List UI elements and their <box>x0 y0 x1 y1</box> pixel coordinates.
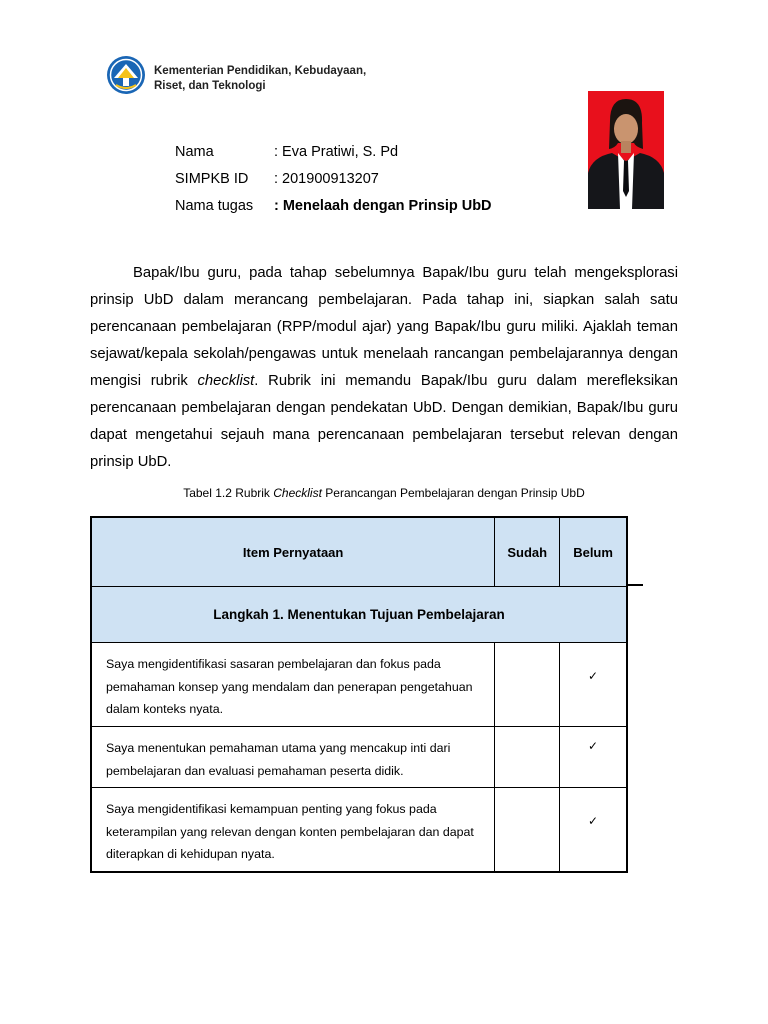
ministry-logo <box>106 54 146 96</box>
caption-italic: Checklist <box>273 486 322 500</box>
ministry-line-1: Kementerian Pendidikan, Kebudayaan, <box>154 65 367 77</box>
intro-text-1: Bapak/Ibu guru, pada tahap sebelumnya Bapak/Ibu guru telah mengeksplorasi prinsip UbD dalam merancang pembelajaran. Pada tahap ini, siapkan salah satu perencanaan pembelajaran (RPP/modul ajar) yang Bapak/Ibu guru miliki. Ajaklah teman sejawat/kepala sekolah/pengawas untuk menelaah rancangan pembelajarannya dengan mengisi rubrik <box>90 265 678 389</box>
table-row <box>91 788 627 872</box>
row-sudah-cell[interactable] <box>495 643 560 727</box>
row-statement: Saya mengidentifikasi sasaran pembelajaran dan fokus pada pemahaman konsep yang mendalam dan penerapan pengetahuan dalam konteks nyata. <box>91 643 495 727</box>
name-value: : Eva Pratiwi, S. Pd <box>274 143 399 160</box>
person-portrait-icon <box>588 91 664 209</box>
header-belum: Belum <box>560 517 627 587</box>
simpkb-row <box>175 165 492 192</box>
row-belum-cell[interactable]: ✓ <box>560 643 627 727</box>
name-row <box>175 138 492 165</box>
table-divider-extension <box>628 584 643 586</box>
step-row <box>91 587 627 643</box>
profile-photo <box>588 91 664 209</box>
rubric-table <box>90 516 628 873</box>
intro-paragraph <box>90 260 678 476</box>
ministry-name <box>154 64 366 94</box>
table-header-row <box>91 517 627 587</box>
row-belum-cell[interactable]: ✓ <box>560 788 627 872</box>
name-label: Nama <box>175 143 214 160</box>
row-sudah-cell[interactable] <box>495 788 560 872</box>
ministry-line-2: Riset, dan Teknologi <box>154 80 266 92</box>
row-statement: Saya menentukan pemahaman utama yang mencakup inti dari pembelajaran dan evaluasi pemahaman peserta didik. <box>91 727 495 788</box>
intro-text-2: . Rubrik ini memandu Bapak/Ibu guru dalam merefleksikan perencanaan pembelajaran dengan pendekatan UbD. Dengan demikian, Bapak/Ibu guru dapat mengetahui sejauh mana perencanaan pembelajaran tersebut relevan dengan prinsip UbD. <box>90 373 678 470</box>
identity-block <box>175 138 492 219</box>
table-caption <box>90 486 678 500</box>
row-sudah-cell[interactable] <box>495 727 560 788</box>
table-row <box>91 643 627 727</box>
simpkb-label: SIMPKB ID <box>175 170 249 187</box>
row-statement: Saya mengidentifikasi kemampuan penting yang fokus pada keterampilan yang relevan dengan konten pembelajaran dan dapat diterapkan di kehidupan nyata. <box>91 788 495 872</box>
table-row <box>91 727 627 788</box>
simpkb-value: : 201900913207 <box>274 170 379 187</box>
header-sudah: Sudah <box>495 517 560 587</box>
task-label: Nama tugas <box>175 197 254 214</box>
step-1-heading: Langkah 1. Menentukan Tujuan Pembelajaran <box>91 587 627 643</box>
row-belum-cell[interactable]: ✓ <box>560 727 627 788</box>
caption-prefix: Tabel 1.2 Rubrik <box>183 486 274 500</box>
task-row <box>175 192 492 219</box>
tut-wuri-handayani-logo-icon <box>106 54 146 96</box>
header-item: Item Pernyataan <box>91 517 495 587</box>
caption-suffix: Perancangan Pembelajaran dengan Prinsip UbD <box>321 486 585 500</box>
task-value: : Menelaah dengan Prinsip UbD <box>274 197 492 214</box>
intro-text-italic: checklist <box>197 373 255 389</box>
